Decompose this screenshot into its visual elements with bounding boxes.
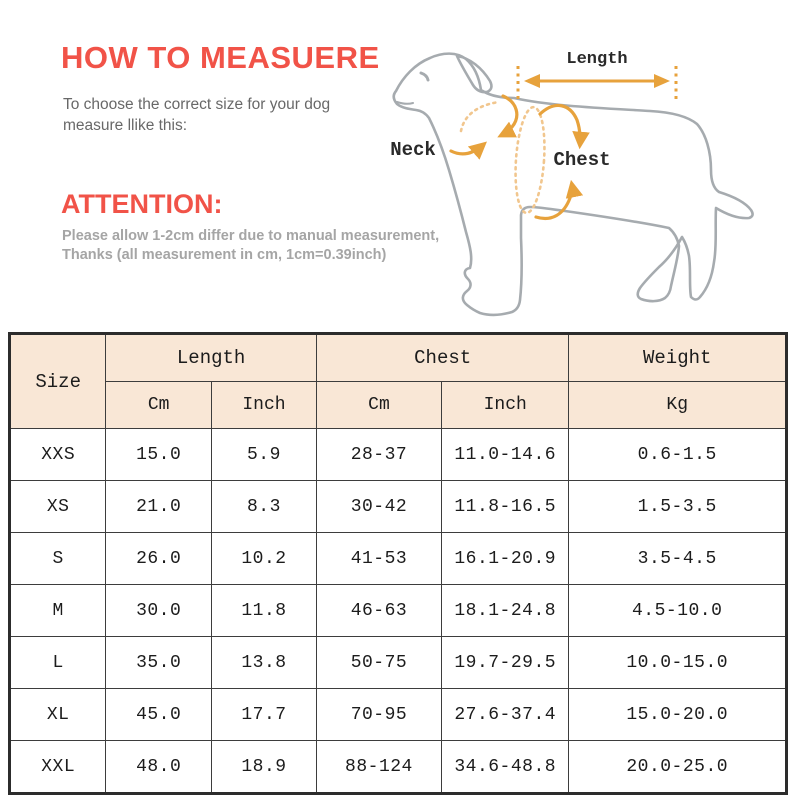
neck-arrow-upper: [502, 96, 517, 135]
table-row: [10, 585, 787, 637]
table-cell-size: S: [10, 533, 106, 585]
table-cell-weight-kg: 1.5-3.5: [569, 481, 787, 533]
size-table-header: [10, 334, 787, 429]
table-cell-chest-inch: 16.1-20.9: [442, 533, 569, 585]
table-row: [10, 637, 787, 689]
dog-measurement-diagram: [380, 20, 800, 320]
table-cell-chest-inch: 34.6-48.8: [442, 741, 569, 794]
neck-dotted-arc: [461, 102, 499, 131]
chest-dashed-girth-ellipse: [512, 106, 547, 214]
table-cell-length-cm: 35.0: [106, 637, 212, 689]
intro-line-1: To choose the correct size for your dog: [63, 96, 331, 113]
intro-line-2: measure llike this:: [63, 117, 188, 134]
table-row: [10, 429, 787, 481]
table-cell-weight-kg: 0.6-1.5: [569, 429, 787, 481]
table-cell-length-inch: 13.8: [212, 637, 317, 689]
table-cell-length-inch: 5.9: [212, 429, 317, 481]
table-cell-chest-cm: 46-63: [316, 585, 441, 637]
attention-line-1: Please allow 1-2cm differ due to manual measurement,: [62, 228, 440, 244]
table-cell-size: XXS: [10, 429, 106, 481]
col-header-length: Length: [106, 334, 317, 382]
table-cell-length-cm: 48.0: [106, 741, 212, 794]
col-header-chest: Chest: [316, 334, 569, 382]
table-cell-length-inch: 11.8: [212, 585, 317, 637]
table-cell-chest-inch: 11.0-14.6: [442, 429, 569, 481]
neck-label: Neck: [390, 139, 436, 161]
length-label: Length: [566, 50, 628, 69]
table-cell-chest-cm: 30-42: [316, 481, 441, 533]
table-cell-chest-cm: 28-37: [316, 429, 441, 481]
intro-text: [63, 94, 330, 136]
col-subheader-length-cm: Cm: [106, 382, 212, 429]
col-subheader-chest-inch: Inch: [442, 382, 569, 429]
table-row: [10, 481, 787, 533]
chest-label: Chest: [553, 149, 611, 171]
table-cell-length-cm: 30.0: [106, 585, 212, 637]
table-cell-chest-cm: 70-95: [316, 689, 441, 741]
size-table: [8, 332, 788, 795]
table-cell-size: XL: [10, 689, 106, 741]
col-subheader-length-inch: Inch: [212, 382, 317, 429]
neck-measure-arrows: [451, 96, 517, 154]
table-cell-length-cm: 21.0: [106, 481, 212, 533]
table-cell-chest-cm: 88-124: [316, 741, 441, 794]
size-table-body: [10, 429, 787, 794]
table-cell-weight-kg: 4.5-10.0: [569, 585, 787, 637]
chest-arrow-bottom: [536, 185, 572, 218]
table-cell-length-cm: 26.0: [106, 533, 212, 585]
table-cell-chest-inch: 27.6-37.4: [442, 689, 569, 741]
table-cell-length-cm: 15.0: [106, 429, 212, 481]
length-arrowhead-right: [654, 74, 670, 88]
table-cell-chest-cm: 50-75: [316, 637, 441, 689]
table-row: [10, 689, 787, 741]
table-cell-length-inch: 10.2: [212, 533, 317, 585]
col-header-weight: Weight: [569, 334, 787, 382]
neck-arrow-lower: [451, 145, 483, 154]
dog-eye: [421, 73, 428, 80]
table-row: [10, 533, 787, 585]
table-cell-weight-kg: 15.0-20.0: [569, 689, 787, 741]
table-cell-length-cm: 45.0: [106, 689, 212, 741]
dog-mouth: [397, 102, 413, 104]
table-cell-size: XXL: [10, 741, 106, 794]
table-row: [10, 741, 787, 794]
table-cell-chest-inch: 19.7-29.5: [442, 637, 569, 689]
table-cell-chest-inch: 11.8-16.5: [442, 481, 569, 533]
length-dimension-arrow: [518, 66, 676, 99]
table-header-row-groups: [10, 334, 787, 382]
chest-arrow-top: [540, 105, 580, 144]
page-title: HOW TO MEASUERE: [61, 40, 380, 75]
table-cell-size: XS: [10, 481, 106, 533]
col-subheader-chest-cm: Cm: [316, 382, 441, 429]
table-cell-weight-kg: 3.5-4.5: [569, 533, 787, 585]
table-cell-size: M: [10, 585, 106, 637]
attention-line-2: Thanks (all measurement in cm, 1cm=0.39inch): [62, 247, 387, 263]
table-cell-length-inch: 17.7: [212, 689, 317, 741]
table-cell-weight-kg: 10.0-15.0: [569, 637, 787, 689]
table-cell-length-inch: 18.9: [212, 741, 317, 794]
table-cell-chest-inch: 18.1-24.8: [442, 585, 569, 637]
table-cell-chest-cm: 41-53: [316, 533, 441, 585]
table-header-row-units: [10, 382, 787, 429]
attention-title: ATTENTION:: [61, 189, 223, 219]
col-header-size: Size: [10, 334, 106, 429]
table-cell-size: L: [10, 637, 106, 689]
dog-ear: [457, 56, 491, 92]
table-cell-weight-kg: 20.0-25.0: [569, 741, 787, 794]
col-subheader-weight-kg: Kg: [569, 382, 787, 429]
length-arrowhead-left: [524, 74, 540, 88]
table-cell-length-inch: 8.3: [212, 481, 317, 533]
